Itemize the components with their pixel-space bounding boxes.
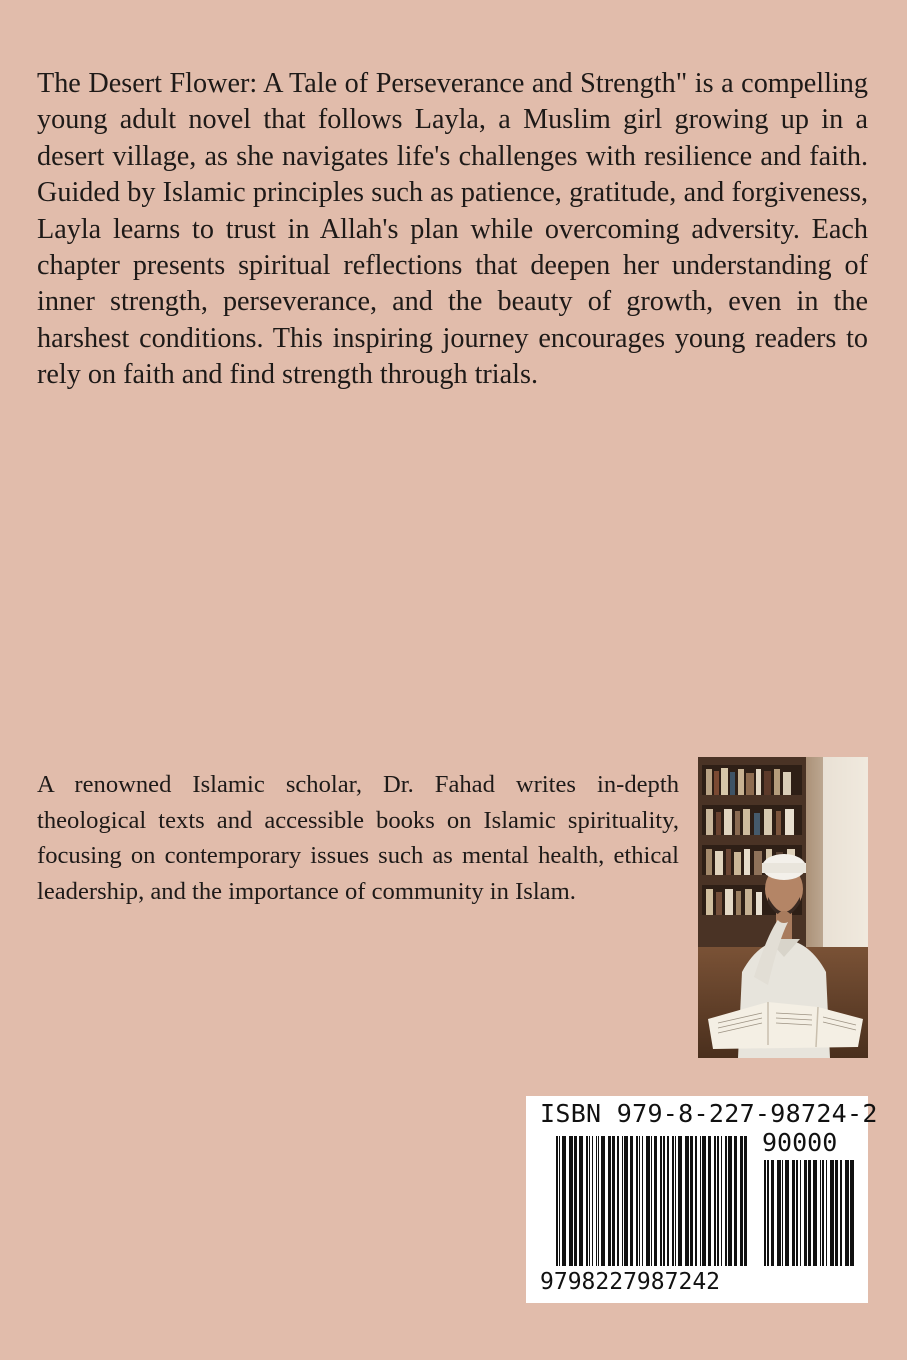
barcode-bar [714, 1136, 716, 1266]
barcode-bar [771, 1160, 774, 1266]
barcode-bar [740, 1136, 743, 1266]
barcode-bar [840, 1160, 842, 1266]
barcode-bar [690, 1136, 693, 1266]
barcode-bar [734, 1136, 737, 1266]
author-photo [698, 757, 868, 1058]
barcode-bar [725, 1136, 727, 1266]
barcode-bar [822, 1160, 824, 1266]
barcode-bar [598, 1136, 599, 1266]
barcode-bar [708, 1136, 711, 1266]
barcode-bars [556, 1136, 750, 1266]
barcode-bar [589, 1136, 590, 1266]
barcode-bar [717, 1136, 719, 1266]
barcode-bar [579, 1136, 583, 1266]
back-cover-blurb: The Desert Flower: A Tale of Perseverance and Strength" is a compelling young adult novel that follows Layla, a Muslim girl growing up in a desert village, as she navigates life's challenges with resilience and faith. Guided by Islamic principles such as patience, gratitude, and forgiveness, Layla learns to trust in Allah's plan while overcoming adversity. Each chapter presents spiritual reflections that deepen her understanding of inner strength, perseverance, and the beauty of growth, even in the harshest conditions. This inspiring journey encourages young readers to rely on faith and find strength through trials. [37, 68, 868, 391]
barcode-bar [636, 1136, 638, 1266]
barcode-bar [702, 1136, 706, 1266]
barcode-bar [785, 1160, 789, 1266]
barcode-addon-bars [764, 1160, 854, 1290]
barcode-bar [569, 1136, 573, 1266]
isbn-label: ISBN 979-8-227-98724-2 [540, 1099, 878, 1128]
barcode-bar [612, 1136, 615, 1266]
barcode-bar [654, 1136, 657, 1266]
barcode-bar [672, 1136, 674, 1266]
barcode-bar [675, 1136, 676, 1266]
barcode-bar [728, 1136, 732, 1266]
barcode-bar [850, 1160, 854, 1266]
barcode-bar [562, 1136, 566, 1266]
barcode-bar [826, 1160, 827, 1266]
barcode-bar [624, 1136, 628, 1266]
barcode-bar [601, 1136, 605, 1266]
barcode-bar [639, 1136, 640, 1266]
barcode-bar [796, 1160, 798, 1266]
barcode-bar [744, 1136, 747, 1266]
barcode-bar [700, 1136, 701, 1266]
barcode-bar [596, 1136, 597, 1266]
barcode-bar [685, 1136, 689, 1266]
author-bio: A renowned Islamic scholar, Dr. Fahad writes in-depth theological texts and accessible books on Islamic spirituality, focusing on contemporary issues such as mental health, ethical leadership, and the importance of community in Islam. [37, 771, 679, 905]
barcode-bar [642, 1136, 643, 1266]
barcode-bar [721, 1136, 722, 1266]
barcode-bar [782, 1160, 783, 1266]
barcode-digits: 9798227987242 [540, 1269, 721, 1295]
barcode-bar [845, 1160, 849, 1266]
barcode-bar [556, 1136, 558, 1266]
barcode-bar [646, 1136, 650, 1266]
barcode-bar [820, 1160, 821, 1266]
barcode-bar [695, 1136, 697, 1266]
barcode-bar [663, 1136, 665, 1266]
barcode-bar [777, 1160, 781, 1266]
barcode-bar [559, 1136, 560, 1266]
barcode-bar [678, 1136, 682, 1266]
barcode-bar [764, 1160, 766, 1266]
barcode-bar [667, 1136, 669, 1266]
price-code: 90000 [762, 1128, 838, 1157]
barcode-bar [830, 1160, 834, 1266]
barcode-bar [660, 1136, 662, 1266]
barcode-bar [574, 1136, 577, 1266]
barcode-bar [835, 1160, 838, 1266]
barcode-bar [608, 1136, 611, 1266]
barcode-bar [813, 1160, 817, 1266]
barcode-bar [592, 1136, 593, 1266]
barcode-bar [792, 1160, 795, 1266]
barcode-bar [808, 1160, 811, 1266]
barcode-bar [800, 1160, 801, 1266]
barcode-bar [630, 1136, 633, 1266]
barcode-bar [586, 1136, 588, 1266]
barcode-bar [617, 1136, 619, 1266]
barcode-bar [651, 1136, 652, 1266]
barcode-bar [767, 1160, 769, 1266]
barcode-bar [804, 1160, 807, 1266]
isbn-barcode [526, 1096, 878, 1303]
barcode-bar [622, 1136, 623, 1266]
